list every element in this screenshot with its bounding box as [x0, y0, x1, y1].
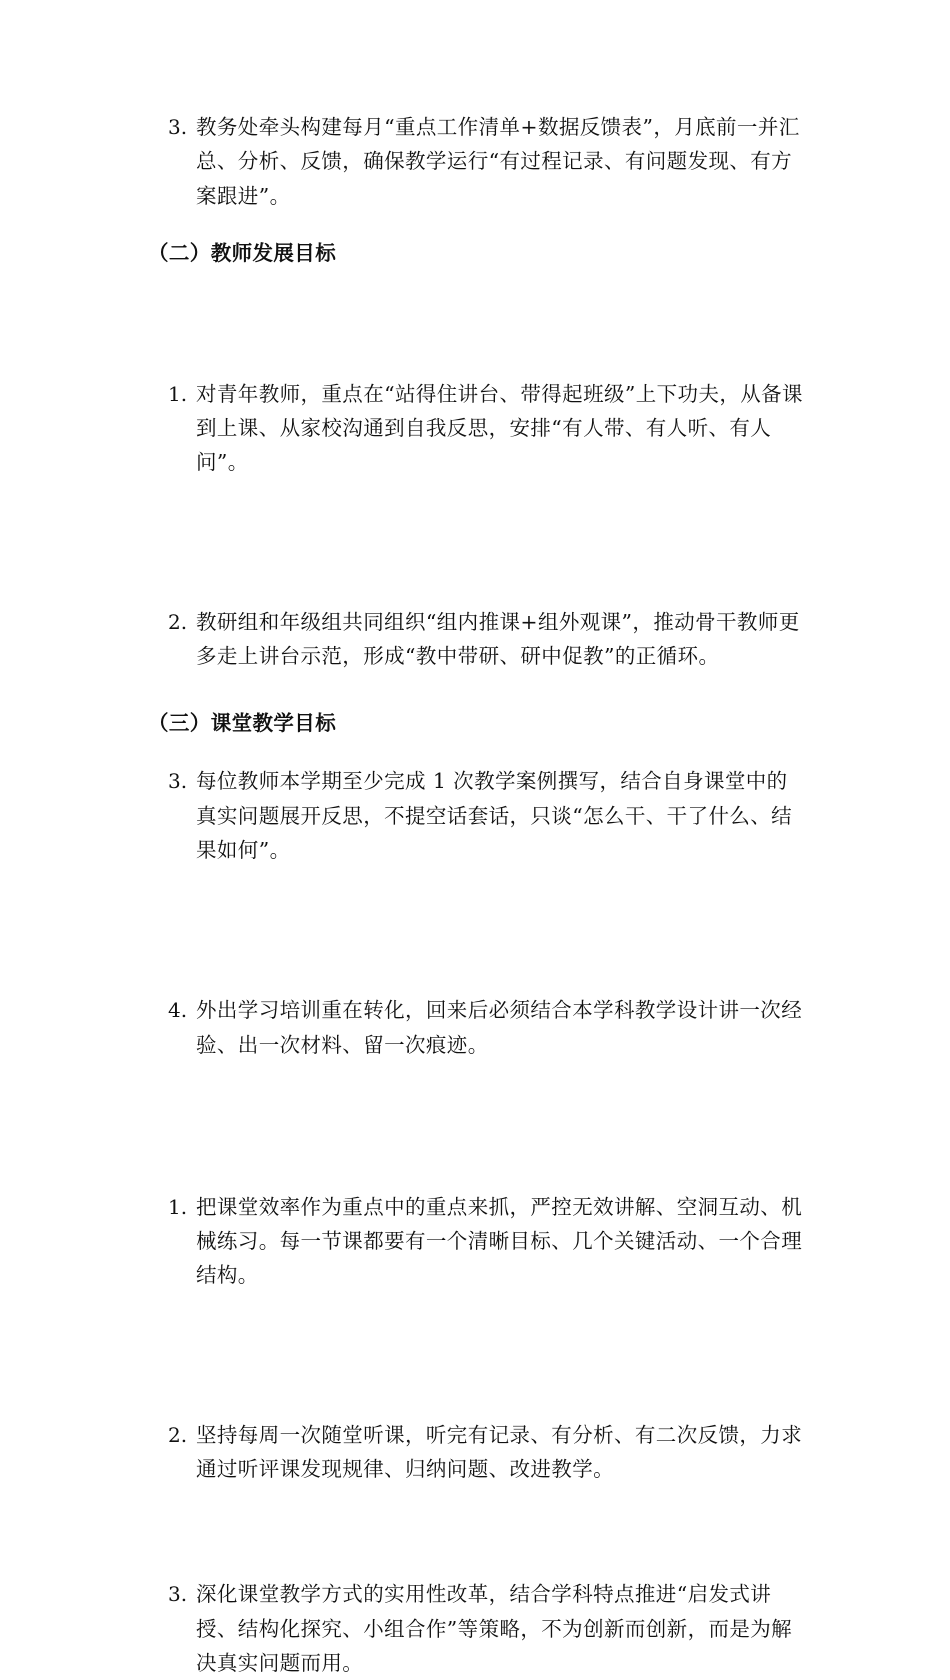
list-text: 每位教师本学期至少完成 1 次教学案例撰写，结合自身课堂中的真实问题展开反思，不提空话套话，只谈“怎么干、干了什么、结果如何”。 [196, 769, 793, 862]
list-number: 3. [168, 769, 188, 794]
list-item [0, 110, 808, 213]
list-number: 3. [168, 1582, 188, 1607]
section-heading: （三）课堂教学目标 [148, 711, 337, 735]
list-number: 2. [168, 1422, 188, 1447]
list-number: 2. [168, 609, 188, 634]
list-number: 4. [168, 998, 188, 1023]
list-item [0, 377, 808, 480]
list-item [0, 1577, 808, 1680]
list-number: 1. [168, 381, 188, 406]
list-text: 对青年教师，重点在“站得住讲台、带得起班级”上下功夫，从备课到上课、从家校沟通到自我反思，安排“有人带、有人听、有人问”。 [196, 381, 803, 475]
list-text: 深化课堂教学方式的实用性改革，结合学科特点推进“启发式讲授、结构化探究、小组合作”等策略，不为创新而创新，而是为解决真实问题而用。 [196, 1582, 793, 1675]
list-number: 3. [168, 115, 188, 139]
list-item [0, 605, 808, 674]
list-text: 教务处牵头构建每月“重点工作清单+数据反馈表”，月底前一并汇总、分析、反馈，确保教学运行“有过程记录、有问题发现、有方案跟进”。 [196, 115, 800, 208]
section-heading: （二）教师发展目标 [148, 241, 337, 265]
list-number: 1. [168, 1194, 188, 1219]
list-text: 坚持每周一次随堂听课，听完有记录、有分析、有二次反馈，力求通过听评课发现规律、归纳问题、改进教学。 [196, 1422, 803, 1482]
list-item [0, 1190, 808, 1293]
list-text: 教研组和年级组共同组织“组内推课+组外观课”，推动骨干教师更多走上讲台示范，形成“教中带研、研中促教”的正循环。 [196, 609, 800, 669]
list-text: 把课堂效率作为重点中的重点来抓，严控无效讲解、空洞互动、机械练习。每一节课都要有一个清晰目标、几个关键活动、一个合理结构。 [196, 1194, 803, 1288]
list-item [0, 764, 808, 867]
list-text: 外出学习培训重在转化，回来后必须结合本学科教学设计讲一次经验、出一次材料、留一次痕迹。 [196, 998, 803, 1057]
list-item [0, 1418, 808, 1487]
list-item [0, 993, 808, 1062]
